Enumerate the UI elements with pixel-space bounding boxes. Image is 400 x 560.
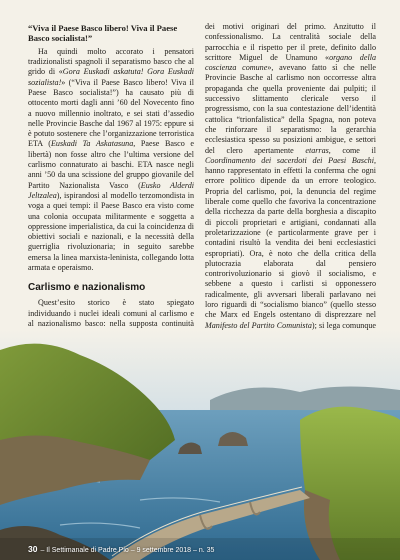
coastal-landscape-image (0, 330, 400, 560)
landscape-photo (0, 330, 400, 560)
left-column (28, 23, 194, 360)
page-footer (28, 543, 214, 555)
publication-line: – Il Settimanale di Padre Pio – 9 settembre 2018 – n. 35 (40, 547, 215, 554)
paragraph: Quest’esito storico è stato spiegato individuando i nuclei ideali comuni al carlismo e al nazionalismo basco: nella supposta continuità (28, 298, 194, 328)
section-heading: Carlismo e nazionalismo (28, 282, 146, 294)
pull-quote: “Viva il Paese Basco libero! Viva il Paese Basco socialista!” (28, 23, 178, 44)
page-number: 30 (28, 544, 38, 554)
paragraph: Ha quindi molto accorato i pensatori tradizionalisti spagnoli il separatismo basco che al grido di «Gora Euskadi askatuta! Gora Euskadi sozialista!» (“Viva il Paese Basco libero! Viva il Paese Basco socialista!”) ha causato più di ottocento morti dagli anni ’60 del Novecento fino a nuovo millennio inoltrato, e sei stati d’assedio nelle Provincie Basche dal 1967 al 1975: eppure si è potuto sostenere che l’organizzazione terroristica ETA (Euskadi Ta Askatasuna, Paese Basco e libertà) non fosse altro che l’ultima versione del carlismo connaturato ai baschi. ETA nasce negli anni ’50 da una scissione del gruppo giovanile del Partito Nazionalista Vasco (Eusko Alderdi Jeltzalea), ispirandosi al modello terzomondista in voga a quei tempi: il Paese Basco era visto come una colonia occupata militarmente e soggetta a oppressione imperialistica, da cui la coincidenza di obiettivi sociali e nazionali, e la necessità della guerriglia rivoluzionaria; in seguito sarebbe emersa la linea marxista-leninista, collegando lotta armata e operaismo. (28, 46, 194, 273)
paragraph: dei motivi originari del primo. Anzitutto il confessionalismo. La centralità sociale della parrocchia e il rispetto per il prete, definito dallo scrittore Miguel de Unamuno «organo della coscienza comune», avevano fatto sì che nelle Provincie Basche al carlismo non occorresse altra propaganda che quella proveniente dai pulpiti; il successivo slittamento clericale verso il progressismo, con la sua contestazione dell’identità cattolica “trionfalistica” della Spagna, non poteva che rinforzare il separatismo: la gerarchia ecclesiastica spesso su posizioni ambigue, e settori del clero apertamente etarras, come il Coordinamento dei sacerdoti dei Paesi Baschi, hanno rappresentato in effetti la conferma che ogni errore politico dipende da un errore teologico. Propria del carlismo, poi, la denuncia del regime liberale come quello che favoriva la concentrazione della ricchezza da parte della borghesia a discapito di piccoli proprietari e artigiani, condannati alla proletarizzazione (e particolarmente grave per i contadini risultò la vendita dei beni ecclesiastici espropriati). Ora, è noto che della critica della plutocrazia elaborata dal pensiero controrivoluzionario si giovò il socialismo, e sebbene a questo i carlisti si opponessero radicalmente, gli avversari liberali parlavano nei loro riguardi di “socialismo bianco” (quello stesso che Marx ed Engels ostentano di disprezzare nel Manifesto del Partito Comunista); si lega comunque (205, 22, 377, 330)
